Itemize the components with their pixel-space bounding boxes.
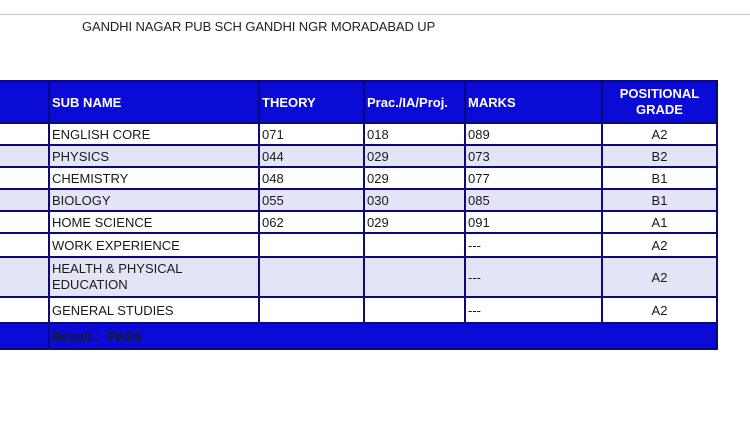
- marks-cell: ---: [465, 297, 602, 323]
- grade-cell: B1: [602, 189, 717, 211]
- row-stub: [0, 167, 49, 189]
- row-stub: [0, 211, 49, 233]
- theory-cell: 062: [259, 211, 364, 233]
- result-row: [0, 323, 717, 349]
- result-label: Result :: [52, 328, 100, 344]
- theory-cell: 055: [259, 189, 364, 211]
- marks-cell: 077: [465, 167, 602, 189]
- theory-cell: 044: [259, 145, 364, 167]
- result-cell: [49, 323, 717, 349]
- grade-cell: A2: [602, 233, 717, 257]
- row-stub: [0, 297, 49, 323]
- row-stub: [0, 189, 49, 211]
- marks-cell: 091: [465, 211, 602, 233]
- marks-cell: 073: [465, 145, 602, 167]
- header-grade-line1: POSITIONAL: [619, 86, 700, 101]
- theory-cell: 071: [259, 123, 364, 145]
- subject-cell: ENGLISH CORE: [49, 123, 259, 145]
- table-row: [0, 257, 717, 297]
- table-row: [0, 189, 717, 211]
- top-divider: [0, 14, 750, 15]
- subject-cell: HOME SCIENCE: [49, 211, 259, 233]
- subject-cell: GENERAL STUDIES: [49, 297, 259, 323]
- header-row: [0, 81, 717, 123]
- header-marks: MARKS: [465, 81, 602, 123]
- row-stub: [0, 145, 49, 167]
- practical-cell: 030: [364, 189, 465, 211]
- header-blank: [0, 81, 49, 123]
- header-practical: Prac./IA/Proj.: [364, 81, 465, 123]
- header-theory: THEORY: [259, 81, 364, 123]
- header-sub-name: SUB NAME: [49, 81, 259, 123]
- practical-cell: [364, 257, 465, 297]
- table-row: [0, 297, 717, 323]
- practical-cell: 029: [364, 167, 465, 189]
- grade-cell: A2: [602, 123, 717, 145]
- practical-cell: [364, 233, 465, 257]
- practical-cell: 029: [364, 145, 465, 167]
- school-name: GANDHI NAGAR PUB SCH GANDHI NGR MORADABAD UP: [82, 19, 436, 34]
- practical-cell: [364, 297, 465, 323]
- theory-cell: [259, 297, 364, 323]
- marks-cell: ---: [465, 257, 602, 297]
- theory-cell: 048: [259, 167, 364, 189]
- row-stub: [0, 233, 49, 257]
- grade-cell: B2: [602, 145, 717, 167]
- subject-cell: HEALTH & PHYSICAL EDUCATION: [49, 257, 259, 297]
- subject-cell: WORK EXPERIENCE: [49, 233, 259, 257]
- marks-table: [0, 80, 718, 350]
- table-row: [0, 233, 717, 257]
- marks-cell: 085: [465, 189, 602, 211]
- row-stub: [0, 123, 49, 145]
- grade-cell: A2: [602, 257, 717, 297]
- table-row: [0, 123, 717, 145]
- subject-cell: BIOLOGY: [49, 189, 259, 211]
- row-stub: [0, 257, 49, 297]
- grade-cell: B1: [602, 167, 717, 189]
- table-row: [0, 167, 717, 189]
- marks-cell: 089: [465, 123, 602, 145]
- practical-cell: 018: [364, 123, 465, 145]
- theory-cell: [259, 257, 364, 297]
- header-grade-line2: GRADE: [636, 102, 683, 117]
- result-value: PASS: [107, 328, 143, 344]
- practical-cell: 029: [364, 211, 465, 233]
- marks-cell: ---: [465, 233, 602, 257]
- grade-cell: A2: [602, 297, 717, 323]
- grade-cell: A1: [602, 211, 717, 233]
- table-row: [0, 145, 717, 167]
- subject-cell: CHEMISTRY: [49, 167, 259, 189]
- row-stub: [0, 323, 49, 349]
- table-row: [0, 211, 717, 233]
- subject-cell: PHYSICS: [49, 145, 259, 167]
- theory-cell: [259, 233, 364, 257]
- header-positional-grade: [602, 81, 717, 123]
